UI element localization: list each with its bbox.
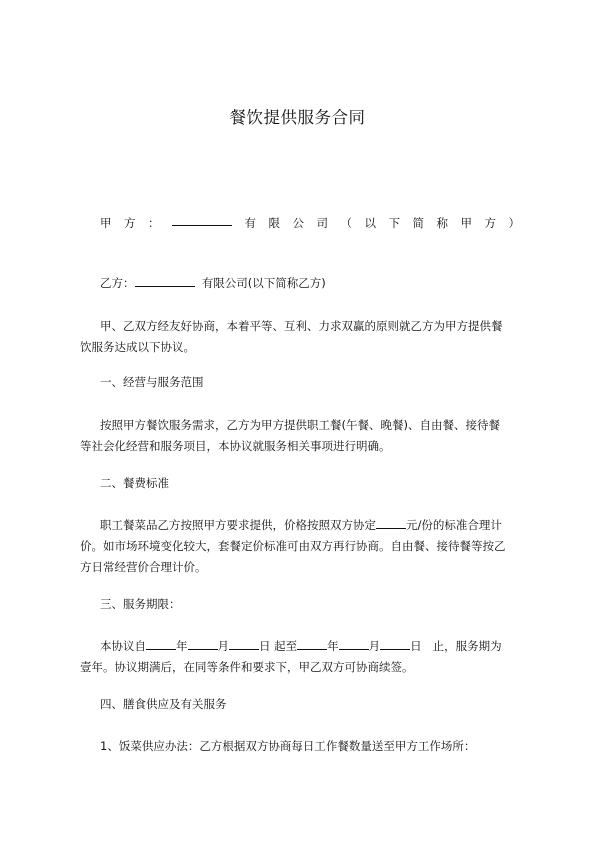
party-a-char: ） (508, 216, 520, 230)
end-month-blank (339, 637, 369, 650)
price-blank (376, 516, 406, 529)
section-2-heading: 二、餐费标准 (100, 476, 169, 490)
section-1-heading: 一、经营与服务范围 (100, 375, 204, 389)
date-text: 月 (217, 639, 229, 653)
party-a-char: 下 (388, 216, 400, 230)
section-4-heading: 四、膳食供应及有关服务 (100, 697, 227, 711)
party-a-char: 方 (484, 216, 496, 230)
party-a-char: 称 (436, 216, 448, 230)
section-3-heading: 三、服务期限： (100, 597, 181, 611)
party-a-line (100, 213, 520, 234)
party-a-char: 甲 (100, 216, 112, 230)
section-2-line-3: 方日常经营价合理计价。 (80, 560, 207, 574)
section-2-line-1-text-b: 元/份的标准合理计 (406, 518, 502, 532)
party-a-char: 有 (244, 216, 256, 230)
intro-line-1: 甲、乙双方经友好协商，本着平等、互利、力求双赢的原则就乙方为甲方提供餐 (100, 319, 503, 333)
party-a-name-blank (172, 213, 232, 226)
section-2-line-1-text-a: 职工餐菜品乙方按照甲方要求提供，价格按照双方协定 (100, 518, 376, 532)
party-b-line (100, 273, 540, 294)
party-a-char: （ (340, 216, 352, 230)
end-day-blank (380, 637, 410, 650)
party-b-suffix: 有限公司(以下简称乙方) (201, 276, 326, 290)
date-text: 日 起至 (259, 639, 298, 653)
section-1-line-1: 按照甲方餐饮服务需求，乙方为甲方提供职工餐(午餐、晚餐)、自由餐、接待餐 (100, 418, 500, 432)
section-4-item-1: 1、饭菜供应办法：乙方根据双方协商每日工作餐数量送至甲方工作场所： (100, 739, 476, 753)
section-1-line-2: 等社会化经营和服务项目，本协议就服务相关事项进行明确。 (80, 439, 391, 453)
date-text: 月 (368, 639, 381, 653)
start-day-blank (229, 637, 259, 650)
party-a-char: 方 (124, 216, 136, 230)
date-text: 日 止，服务期为 (410, 639, 502, 653)
party-a-char: 司 (316, 216, 328, 230)
party-a-char: 公 (292, 216, 304, 230)
party-a-char: 限 (268, 216, 280, 230)
party-a-char: 简 (412, 216, 424, 230)
date-text: 本协议自 (100, 639, 146, 653)
intro-line-2: 饮服务达成以下协议。 (80, 340, 195, 354)
start-month-blank (188, 637, 218, 650)
party-a-char: ： (148, 216, 160, 230)
date-text: 年 (327, 639, 339, 653)
start-year-blank (146, 637, 176, 650)
section-2-line-1 (100, 515, 540, 536)
party-b-name-blank (135, 274, 195, 287)
section-3-line-2: 壹年。协议期满后，在同等条件和要求下，甲乙双方可协商续签。 (80, 660, 414, 674)
document-title: 餐饮提供服务合同 (229, 108, 366, 127)
end-year-blank (297, 637, 327, 650)
section-3-line-1 (100, 636, 540, 657)
section-2-line-2: 价。如市场环境变化较大，套餐定价标准可由双方再行协商。自由餐、接待餐等按乙 (80, 539, 506, 553)
party-a-char: 甲 (460, 216, 472, 230)
date-text: 年 (176, 639, 188, 653)
party-b-prefix: 乙方： (100, 276, 135, 290)
party-a-char: 以 (364, 216, 376, 230)
